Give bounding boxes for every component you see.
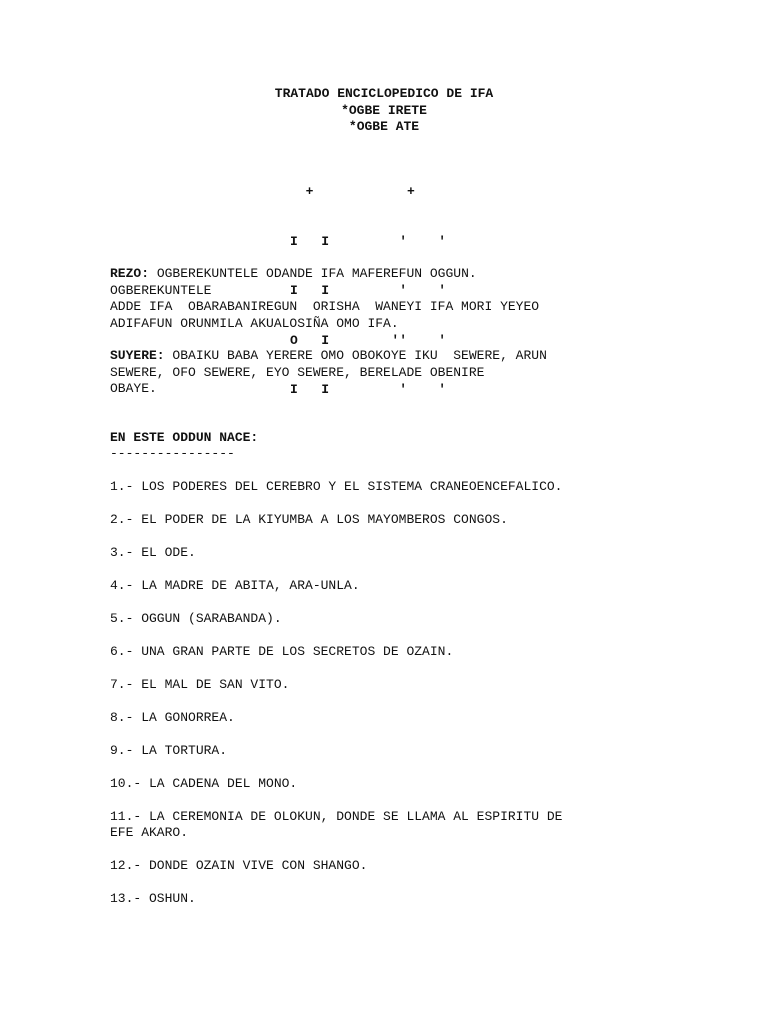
list-item: 6.- UNA GRAN PARTE DE LOS SECRETOS DE OZAIN. [110, 643, 454, 659]
list-item: 8.- LA GONORREA. [110, 709, 235, 725]
rezo-label: REZO: [110, 266, 150, 281]
rezo-line: ADIFAFUN ORUNMILA AKUALOSIÑA OMO IFA. [110, 315, 399, 331]
odun-name: *OGBE IRETE [341, 102, 427, 118]
list-item: 3.- EL ODE. [110, 544, 196, 560]
list-item: 5.- OGGUN (SARABANDA). [110, 610, 282, 626]
suyere-line [110, 348, 670, 365]
figure-row: O I '' ' [290, 332, 447, 348]
figure-row: I I ' ' [290, 233, 447, 249]
list-item: 10.- LA CADENA DEL MONO. [110, 775, 298, 791]
suyere-line: SEWERE, OFO SEWERE, EYO SEWERE, BERELADE OBENIRE [110, 364, 485, 380]
list-item: 2.- EL PODER DE LA KIYUMBA A LOS MAYOMBEROS CONGOS. [110, 511, 508, 527]
rezo-line: OGBEREKUNTELE [110, 282, 212, 298]
list-item: 11.- LA CEREMONIA DE OLOKUN, DONDE SE LLAMA AL ESPIRITU DE EFE AKARO. [110, 808, 563, 840]
rezo-line: ADDE IFA OBARABANIREGUN ORISHA WANEYI IFA MORI YEYEO [110, 299, 540, 314]
list-item: 9.- LA TORTURA. [110, 742, 228, 758]
list-item: 7.- EL MAL DE SAN VITO. [110, 676, 290, 692]
figure-row: + + [290, 184, 415, 199]
suyere-label: SUYERE: [110, 348, 165, 363]
suyere-line: OBAYE. [110, 381, 157, 396]
rezo-section [110, 266, 670, 332]
document-body [110, 266, 670, 924]
odun-alt-name: *OGBE ATE [348, 119, 420, 134]
rezo-line [110, 266, 670, 283]
list-item: 1.- LOS PODERES DEL CEREBRO Y EL SISTEMA CRANEOENCEFALICO. [110, 478, 563, 494]
title-block [0, 86, 768, 136]
figure-row: I I ' ' [290, 283, 447, 298]
list-item: 12.- DONDE OZAIN VIVE CON SHANGO. [110, 858, 368, 873]
list-item: 13.- OSHUN. [110, 891, 196, 906]
nace-list [110, 479, 670, 908]
figure-row: I I ' ' [290, 382, 447, 397]
nace-heading: EN ESTE ODDUN NACE: [110, 429, 259, 445]
heading-underline: ---------------- [110, 446, 235, 461]
rezo-text: OGBEREKUNTELE ODANDE IFA MAFEREFUN OGGUN. [149, 266, 477, 281]
suyere-text: OBAIKU BABA YERERE OMO OBOKOYE IKU SEWERE, ARUN [164, 348, 547, 363]
suyere-section [110, 348, 670, 398]
list-item: 4.- LA MADRE DE ABITA, ARA-UNLA. [110, 577, 360, 593]
document-title: TRATADO ENCICLOPEDICO DE IFA [274, 86, 494, 101]
